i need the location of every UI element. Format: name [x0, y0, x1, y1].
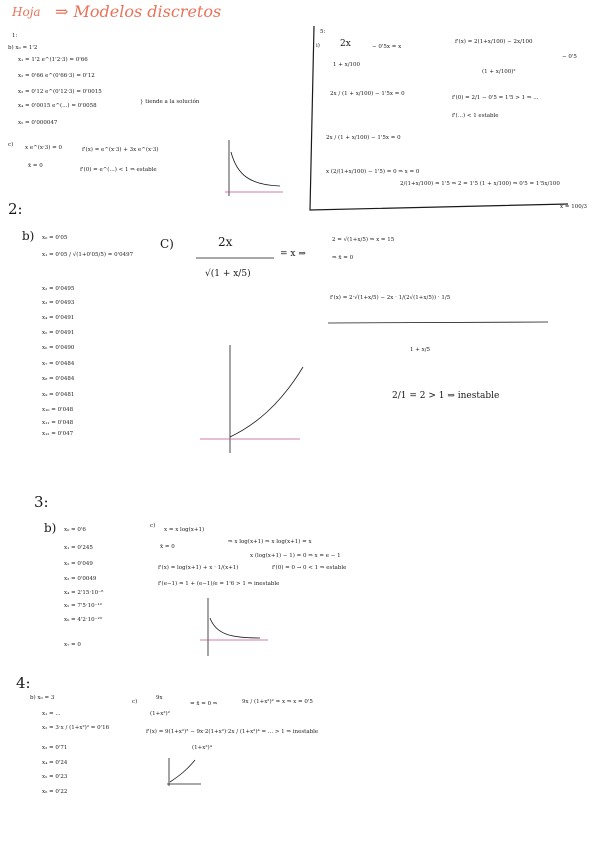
iteration-row: x₁ = 1'2 e^(1'2·3) = 0'66	[18, 57, 88, 63]
part-b-label: b) x₀ = 3	[30, 695, 55, 701]
iteration-row: x₀ = 0'05	[42, 235, 68, 241]
fraction-numerator: 2x	[218, 235, 233, 249]
fraction-denominator: (1+x²)²	[150, 711, 170, 717]
equation: 2/(1+x/100) = 1'5 ⇒ 2 = 1'5 (1 + x/100) ⇒ 0'5 = 1'5x/100	[400, 181, 560, 187]
iteration-row: x₇ = 0'0484	[42, 361, 75, 367]
equation: 2x / (1 + x/100) − 1'5x = 0	[330, 91, 405, 97]
derivative: f'(x) = 9(1+x²)² − 9x·2(1+x²)·2x / (1+x²)⁴ = ... > 1 ⇒ inestable	[146, 729, 319, 735]
cobweb-graph-3	[200, 598, 270, 658]
iteration-row: x₆ = 0'22	[42, 789, 68, 795]
ex5-border	[308, 24, 598, 214]
iteration-row: x₅ = 7'5·10⁻¹²	[64, 603, 102, 609]
part-b-label: b)	[22, 229, 35, 243]
equation: x e^(x·3) = 0	[25, 145, 62, 151]
hoja-label: Hoja	[12, 5, 41, 19]
exercise-number: 1:	[12, 33, 18, 39]
iteration-row: x₂ = 0'66 e^(0'66·3) = 0'12	[18, 73, 95, 79]
derivative-denominator: (1+x²)⁴	[192, 745, 212, 751]
part-b-label: b) x₀ = 1'2	[8, 45, 38, 51]
stability-result: f'(0) = e^(...) < 1 ⇒ estable	[80, 167, 157, 173]
derivative: f'(x) = log(x+1) + x · 1/(x+1)	[158, 565, 239, 571]
derivative: f'(x) = 2(1+x/100) − 2x/100	[455, 39, 533, 45]
iteration-row: x₁ = ...	[42, 711, 61, 717]
iteration-row: x₁₁ = 0'048	[42, 420, 74, 426]
equation: 2x / (1 + x/100) − 1'5x = 0	[326, 135, 401, 141]
derivative-bar	[328, 320, 550, 326]
part-i-label: i)	[316, 43, 320, 49]
fraction-denominator: 1 + x/100	[333, 62, 361, 68]
conclusion-text: } tiende a la solución	[140, 99, 200, 105]
iteration-row: x₅ = 0'000047	[18, 120, 58, 126]
part-c-label: c)	[150, 523, 156, 529]
fraction-bar	[196, 256, 276, 260]
iteration-row: x₅ = 0'0491	[42, 330, 75, 336]
equation: x = x log(x+1)	[164, 527, 205, 533]
iteration-row: x₃ = 0'12 e^(0'12·3) = 0'0015	[18, 89, 102, 95]
exercise-number: 2:	[8, 200, 23, 218]
fraction-denominator: √(1 + x/5)	[205, 269, 251, 279]
iteration-row: x₄ = 2'15·10⁻⁶	[64, 590, 104, 596]
iteration-row: x₈ = 0'0484	[42, 376, 75, 382]
derivative-denominator: 1 + x/5	[410, 347, 431, 353]
iteration-row: x₆ = 0'0490	[42, 345, 75, 351]
iteration-row: x₅ = 0'23	[42, 774, 68, 780]
equation-rhs: = x ⇒	[280, 249, 306, 259]
iteration-row: x₉ = 0'0481	[42, 392, 75, 398]
iteration-row: x₄ = 0'0491	[42, 315, 75, 321]
part-c-label: c)	[132, 699, 138, 705]
part-c-label: c)	[8, 142, 14, 148]
equation: x (log(x+1) − 1) = 0 ⇒ x = e − 1	[250, 553, 341, 559]
part-c-label: C)	[160, 237, 174, 251]
equation-rhs: − 0'5x = x	[372, 44, 402, 50]
fixed-point: x̄ = 0	[28, 163, 43, 169]
iteration-row: x₁ = 0'245	[64, 545, 93, 551]
function-graph-2	[200, 345, 310, 455]
iteration-row: x₀ = 0'6	[64, 527, 86, 533]
stability-result: f'(0) = 0 → 0 < 1 ⇒ estable	[272, 565, 347, 571]
fixed-point: x̄ = 100/3	[560, 204, 588, 210]
function-graph-4	[165, 758, 205, 788]
page-title: ⇒ Modelos discretos	[55, 2, 222, 21]
solution: 2 = √(1+x/5) ⇒ x = 15	[332, 237, 395, 243]
iteration-row: x₂ = 0'049	[64, 561, 93, 567]
cobweb-graph-1	[225, 140, 285, 200]
fixed-point: x̄ = 0	[160, 544, 175, 550]
iteration-row: x₃ = 0'0493	[42, 300, 75, 306]
derivative: f'(x) = e^(x·3) + 3x e^(x·3)	[82, 147, 159, 153]
derivative-rhs: − 0'5	[562, 54, 577, 60]
iteration-row: x₆ = 4'2·10⁻²³	[64, 617, 102, 623]
solution: ⇒ x̄ = 0	[332, 255, 354, 261]
equation: ⇒ x log(x+1) ⇒ x log(x+1) = x	[228, 539, 312, 545]
iteration-row: x₃ = 0'0049	[64, 576, 97, 582]
iteration-row: x₃ = 0'71	[42, 745, 68, 751]
fraction-numerator: 9x	[156, 695, 163, 701]
equation-mid: = x̄ = 0 ⇒	[190, 701, 218, 707]
evaluation: f'(...) < 1 estable	[452, 113, 499, 119]
evaluation: f'(0) = 2/1 − 0'5 = 1'5 > 1 ⇒ ...	[452, 95, 539, 101]
derivative: f'(x) = 2·√(1+x/5) − 2x · 1/(2√(1+x/5)) · 1/5	[330, 295, 451, 301]
equation: x (2/(1+x/100) − 1'5) = 0 ⇒ x = 0	[326, 169, 420, 175]
iteration-row: x₄ = 0'0015 e^(...) = 0'0058	[18, 103, 97, 109]
iteration-row: x₇ = 0	[64, 642, 81, 648]
iteration-row: x₁ = 0'05 / √(1+0'05/5) = 0'0497	[42, 252, 134, 258]
iteration-row: x₁₀ = 0'048	[42, 407, 74, 413]
stability-result: f'(e−1) = 1 + (e−1)/e = 1'6 > 1 ⇒ inestable	[158, 581, 280, 587]
exercise-number: 4:	[16, 674, 31, 692]
iteration-row: x₁₂ = 0'047	[42, 431, 74, 437]
exercise-number: 3:	[34, 493, 49, 511]
derivative-denominator: (1 + x/100)²	[482, 69, 516, 75]
iteration-row: x₂ = 0'0495	[42, 286, 75, 292]
fraction-numerator: 2x	[340, 39, 351, 49]
stability-result: 2/1 = 2 > 1 ⇒ inestable	[392, 391, 500, 401]
iteration-row: x₄ = 0'24	[42, 760, 68, 766]
exercise-number: 5:	[320, 29, 326, 35]
iteration-row: x₂ = 3·x / (1+x²)² = 0'16	[42, 725, 110, 731]
equation-rhs: 9x / (1+x²)² = x ⇒ x = 0'5	[242, 699, 313, 705]
part-b-label: b)	[44, 521, 57, 535]
